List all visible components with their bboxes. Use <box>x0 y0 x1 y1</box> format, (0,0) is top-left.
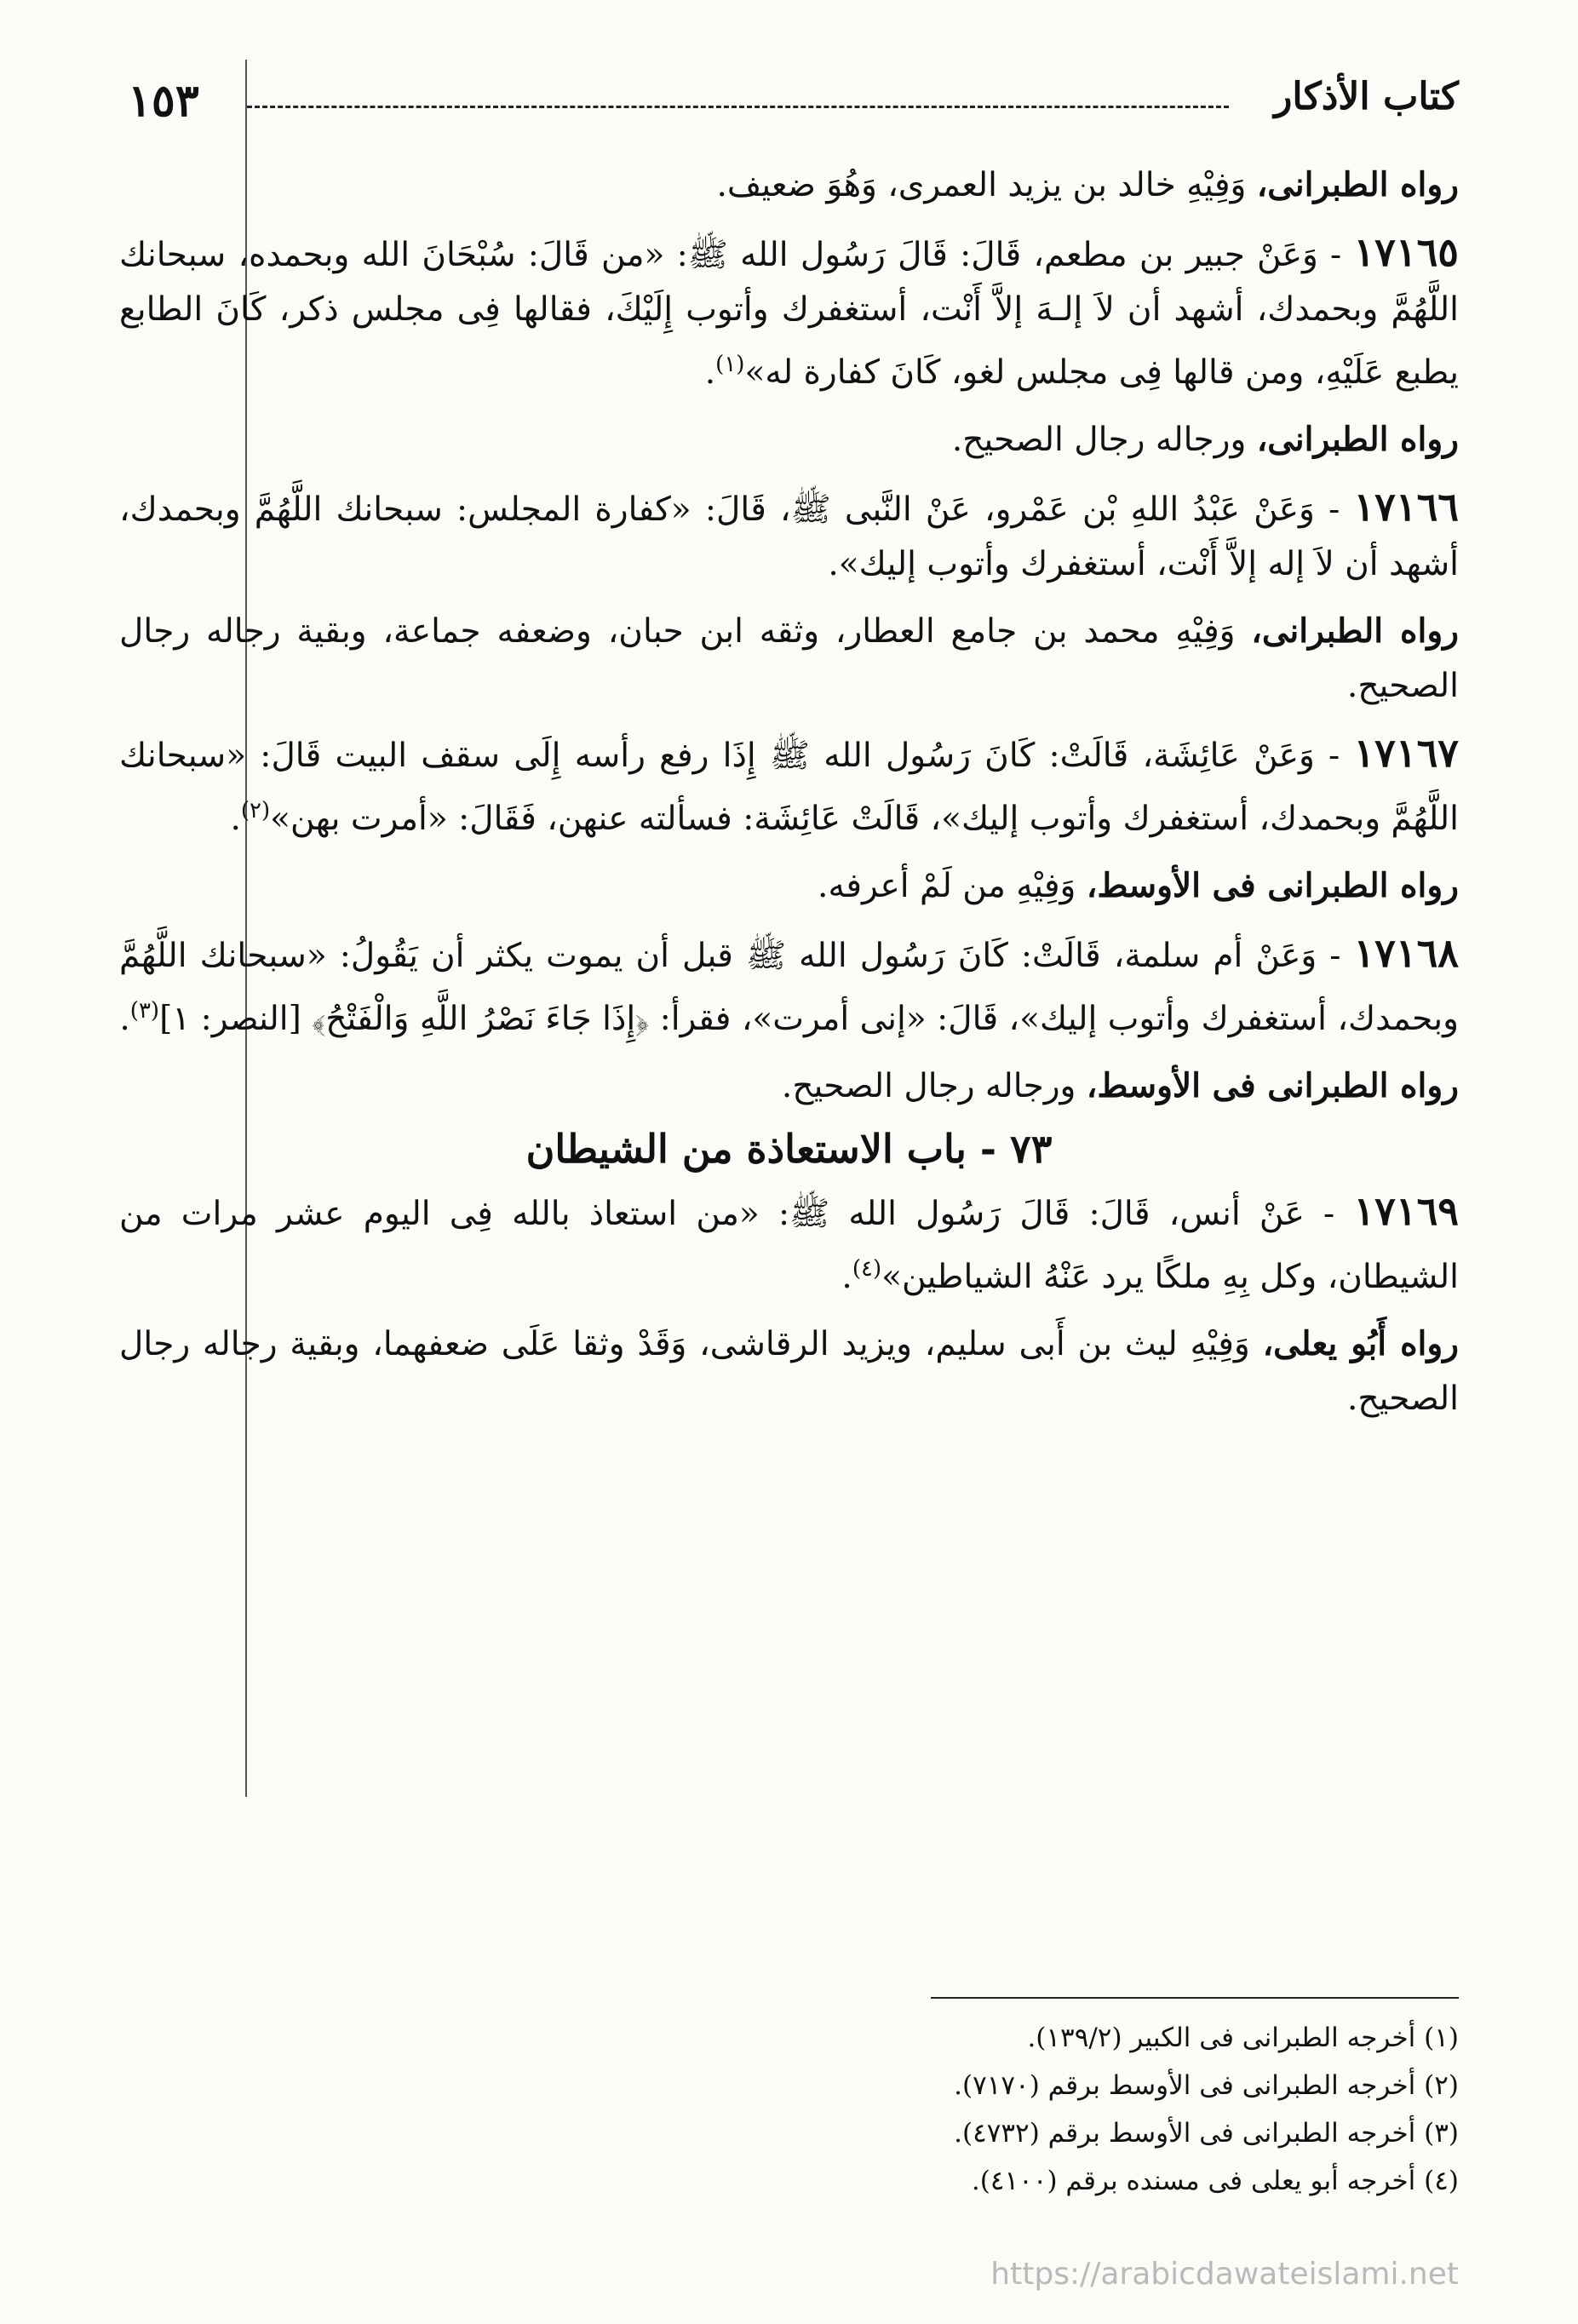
book-title: كتاب الأذكار <box>1274 75 1459 118</box>
footnotes <box>766 2014 1459 2205</box>
narration-note <box>119 858 1459 914</box>
header-dashed-rule <box>247 106 1229 108</box>
hadith-number: ١٧١٦٦ <box>1353 484 1459 530</box>
hadith-text: - وَعَنْ جبير بن مطعم، قَالَ: قَالَ رَسُول الله ﷺ: «من قَالَ: سُبْحَانَ الله وبحمده، سبحانك اللَّهُمَّ وبحمدك، أشهد أن لاَ إلـهَ إلاَّ أَنْت، أستغفرك وأتوب إِلَيْكَ، فقالها فِى مجلس ذكر، كَانَ الطابع يطبع عَلَيْهِ، ومن قالها فِى مجلس لغو، كَانَ كفارة له» <box>119 236 1459 392</box>
source-label: رواه الطبرانى، <box>1256 165 1459 204</box>
note-text: ورجاله رجال الصحيح. <box>781 1067 1087 1105</box>
note-text: وَفِيْهِ ليث بن أَبى سليم، ويزيد الرقاشى، وَقَدْ وثقا عَلَى ضعفهما، وبقية رجاله رجال الصحيح. <box>119 1325 1459 1418</box>
footnote-1: (١) أخرجه الطبرانى فى الكبير (١٣٩/٢). <box>1027 2023 1459 2053</box>
narration-note <box>119 604 1459 714</box>
footnote-2: (٢) أخرجه الطبرانى فى الأوسط برقم (٧١٧٠). <box>954 2070 1459 2101</box>
footnote-3: (٣) أخرجه الطبرانى فى الأوسط برقم (٤٧٣٢). <box>954 2118 1459 2149</box>
page-header <box>128 75 1459 135</box>
footnote-4: (٤) أخرجه أبو يعلى فى مسنده برقم (٤١٠٠). <box>971 2166 1459 2196</box>
narration-note <box>119 412 1459 468</box>
narration-note <box>119 1317 1459 1426</box>
hadith-17169: ١٧١٦٩ - عَنْ أنس، قَالَ: قَالَ رَسُول الله ﷺ: «من استعاذ بالله فِى اليوم عشر مرات من الشيطان، وكل بِهِ ملكًا يرد عَنْهُ الشياطين»$^{(٤)}$. <box>119 1188 1459 1296</box>
hadith-17165: ١٧١٦٥ - وَعَنْ جبير بن مطعم، قَالَ: قَالَ رَسُول الله ﷺ: «من قَالَ: سُبْحَانَ الله وبحمده، سبحانك اللَّهُمَّ وبحمدك، أشهد أن لاَ إلـهَ إلاَّ أَنْت، أستغفرك وأتوب إِلَيْكَ، فقالها فِى مجلس ذكر، كَانَ الطابع يطبع عَلَيْهِ، ومن قالها فِى مجلس لغو، كَانَ كفارة له»$^{(١)}$. <box>119 229 1459 392</box>
narration-note <box>119 1059 1459 1114</box>
footnote-ref: (٢) <box>240 798 271 823</box>
note-text: وَفِيْهِ محمد بن جامع العطار، وثقه ابن حبان، وضعفه جماعة، وبقية رجاله رجال الصحيح. <box>119 612 1459 705</box>
footnote-separator <box>931 1997 1459 1999</box>
hadith-number: ١٧١٦٩ <box>1353 1188 1459 1234</box>
footnote-ref: (١) <box>715 352 745 377</box>
hadith-number: ١٧١٦٧ <box>1353 730 1459 776</box>
source-label: رواه الطبرانى فى الأوسط، <box>1086 1066 1459 1105</box>
footnote-ref: (٣) <box>129 998 160 1024</box>
hadith-text: - وَعَنْ عَائِشَة، قَالَتْ: كَانَ رَسُول الله ﷺ إِذَا رفع رأسه إِلَى سقف البيت قَالَ: «سبحانك اللَّهُمَّ وبحمدك، أستغفرك وأتوب إليك»، قَالَتْ عَائِشَة: فسألته عنهن، فَقَالَ: «أمرت بهن» <box>119 737 1459 838</box>
chapter-heading: ٧٣ - باب الاستعاذة من الشيطان <box>525 1126 1053 1172</box>
footnote-ref: (٤) <box>852 1256 882 1282</box>
source-label: رواه الطبرانى فى الأوسط، <box>1086 866 1459 905</box>
watermark-url: https://arabicdawateislami.net <box>990 2257 1459 2292</box>
note-text: وَفِيْهِ من لَمْ أعرفه. <box>818 867 1087 905</box>
note-text: وَفِيْهِ خالد بن يزيد العمرى، وَهُوَ ضعيف. <box>716 166 1257 204</box>
hadith-text: - وَعَنْ عَبْدُ اللهِ بْن عَمْرو، عَنْ النَّبى ﷺ، قَالَ: «كفارة المجلس: سبحانك اللَّهُمَّ وبحمدك، أشهد أن لاَ إله إلاَّ أَنْت، أستغفرك وأتوب إليك». <box>119 491 1459 583</box>
hadith-17168: ١٧١٦٨ - وَعَنْ أم سلمة، قَالَتْ: كَانَ رَسُول الله ﷺ قبل أن يموت يكثر أن يَقُولُ: «سبحانك اللَّهُمَّ وبحمدك، أستغفرك وأتوب إليك»، قَالَ: «إنى أمرت»، فقرأ: ﴿إِذَا جَاءَ نَصْرُ اللَّهِ وَالْفَتْحُ﴾ [النصر: ١]$^{(٣)}$. <box>119 930 1459 1038</box>
main-text <box>119 158 1459 1438</box>
hadith-text: - عَنْ أنس، قَالَ: قَالَ رَسُول الله ﷺ: «من استعاذ بالله فِى اليوم عشر مرات من الشيطان، وكل بِهِ ملكًا يرد عَنْهُ الشياطين» <box>119 1195 1459 1296</box>
hadith-number: ١٧١٦٨ <box>1353 930 1459 976</box>
narration-note <box>119 158 1459 213</box>
source-label: رواه الطبرانى، <box>1251 611 1459 651</box>
note-text: ورجاله رجال الصحيح. <box>951 421 1257 459</box>
hadith-17166 <box>119 479 1459 592</box>
hadith-17167: ١٧١٦٧ - وَعَنْ عَائِشَة، قَالَتْ: كَانَ رَسُول الله ﷺ إِذَا رفع رأسه إِلَى سقف البيت قَالَ: «سبحانك اللَّهُمَّ وبحمدك، أستغفرك وأتوب إليك»، قَالَتْ عَائِشَة: فسألته عنهن، فَقَالَ: «أمرت بهن»$^{(٢)}$. <box>119 730 1459 838</box>
source-label: رواه أَبُو يعلى، <box>1262 1324 1460 1363</box>
hadith-number: ١٧١٦٥ <box>1353 229 1459 275</box>
source-label: رواه الطبرانى، <box>1256 420 1459 459</box>
hadith-text: - وَعَنْ أم سلمة، قَالَتْ: كَانَ رَسُول الله ﷺ قبل أن يموت يكثر أن يَقُولُ: «سبحانك اللَّهُمَّ وبحمدك، أستغفرك وأتوب إليك»، قَالَ: «إنى أمرت»، فقرأ: ﴿إِذَا جَاءَ نَصْرُ اللَّهِ وَالْفَتْحُ﴾ [النصر: ١] <box>119 937 1459 1038</box>
page-number: ١٥٣ <box>128 75 199 127</box>
